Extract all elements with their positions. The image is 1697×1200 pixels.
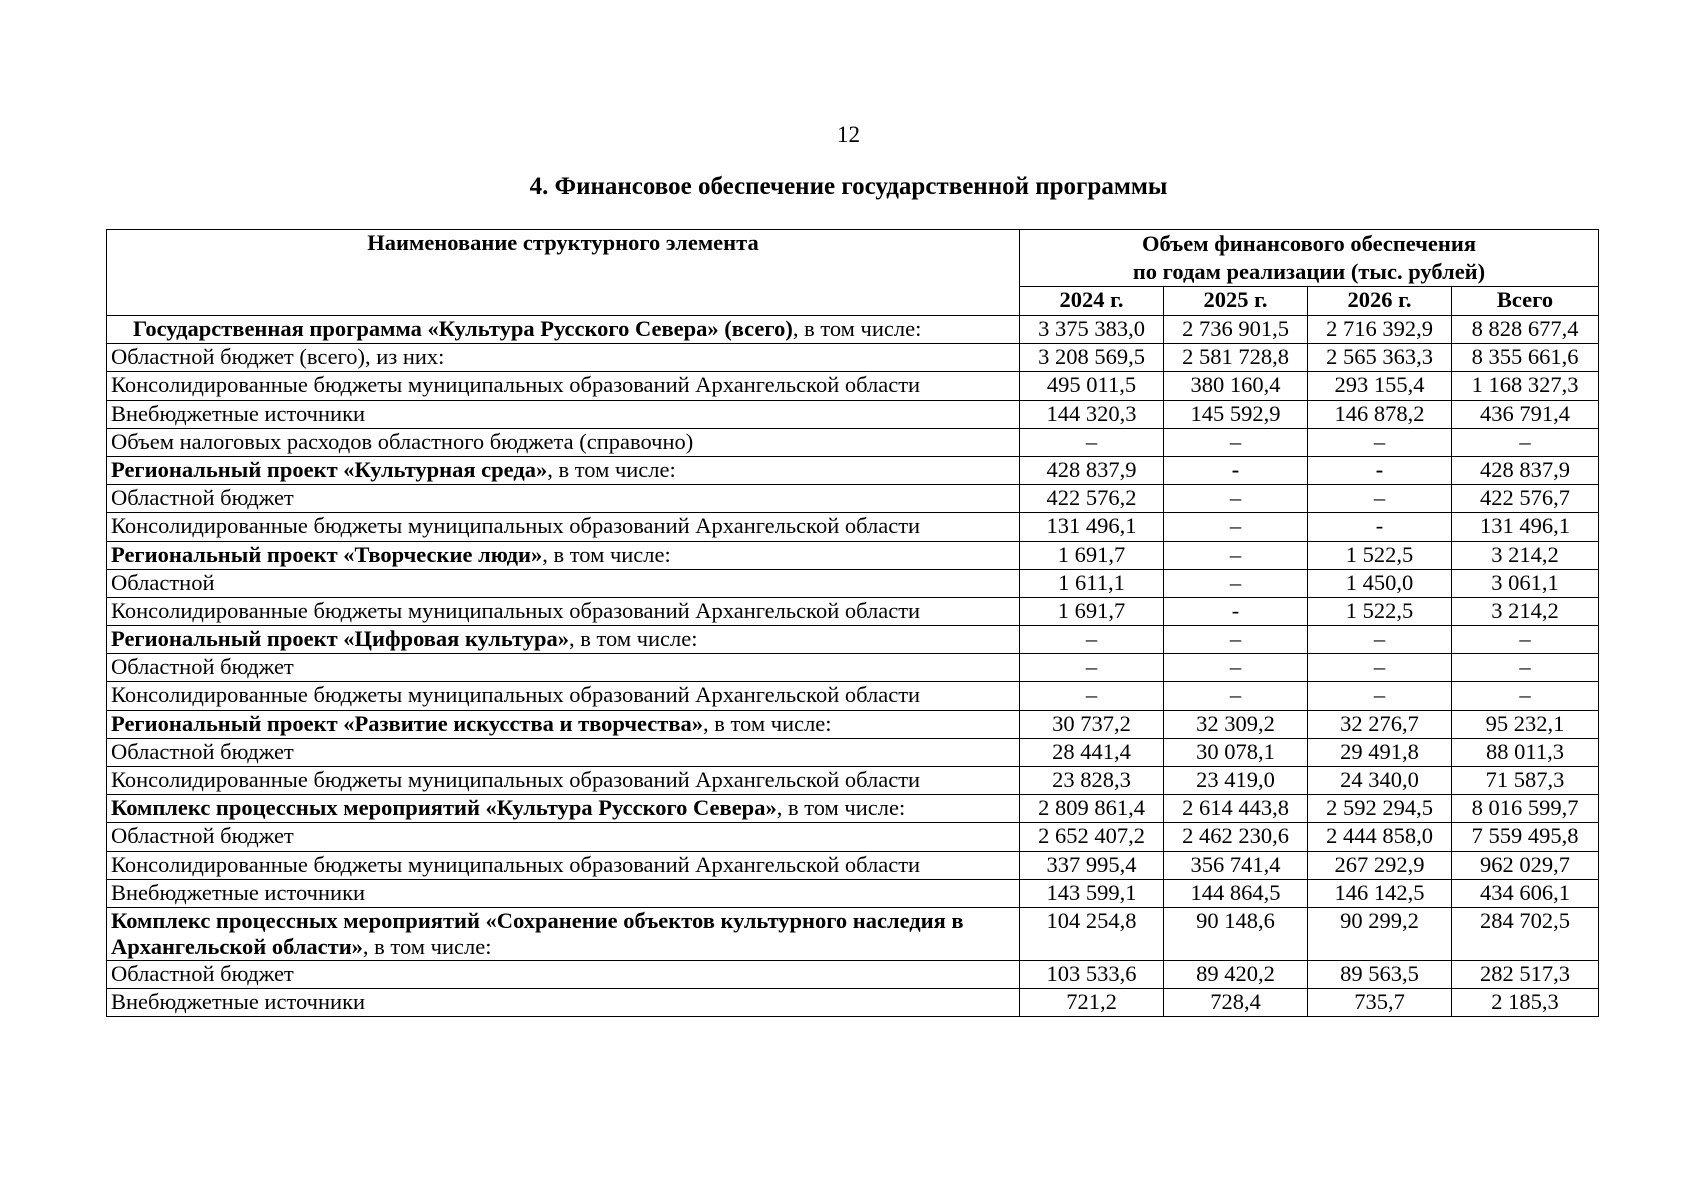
row-name-bold: Комплекс процессных мероприятий «Сохранение объектов культурного наследия в Архангельской области» xyxy=(111,907,964,959)
row-name-bold: Государственная программа «Культура Русского Севера» (всего) xyxy=(133,316,793,341)
table-row xyxy=(107,400,1599,428)
value-2025-cell: – xyxy=(1164,626,1308,654)
value-total-cell: – xyxy=(1452,626,1599,654)
value-2026-cell: 1 522,5 xyxy=(1308,541,1452,569)
row-name-cell xyxy=(107,989,1020,1017)
row-name-text: Объем налоговых расходов областного бюджета (справочно) xyxy=(111,428,694,454)
header-volume-line1: Объем финансового обеспечения xyxy=(1141,231,1477,256)
value-2024-cell: – xyxy=(1020,428,1164,456)
value-2024-cell: 1 611,1 xyxy=(1020,569,1164,597)
header-volume-line2: по годам реализации (тыс. рублей) xyxy=(1132,259,1486,284)
page-title: 4. Финансовое обеспечение государственной программы xyxy=(529,173,1168,200)
table-row xyxy=(107,989,1599,1017)
value-2025-cell: 2 462 230,6 xyxy=(1164,823,1308,851)
value-2024-cell: 337 995,4 xyxy=(1020,851,1164,879)
row-name-text: Областной бюджет xyxy=(111,960,294,986)
value-2024-cell: 721,2 xyxy=(1020,989,1164,1017)
table-row xyxy=(107,597,1599,625)
value-2024-cell: 2 809 861,4 xyxy=(1020,795,1164,823)
table-body xyxy=(107,316,1599,1017)
row-name-bold: Региональный проект «Развитие искусства и творчества» xyxy=(111,710,703,736)
value-2025-cell: - xyxy=(1164,597,1308,625)
value-2025-cell: – xyxy=(1164,682,1308,710)
table-row xyxy=(107,344,1599,372)
value-2025-cell: – xyxy=(1164,428,1308,456)
value-2024-cell: 1 691,7 xyxy=(1020,541,1164,569)
header-structural-element: Наименование структурного элемента xyxy=(107,230,1020,316)
value-2026-cell: 2 592 294,5 xyxy=(1308,795,1452,823)
row-name-cell xyxy=(107,541,1020,569)
value-total-cell: 428 837,9 xyxy=(1452,456,1599,484)
row-name-cell xyxy=(107,960,1020,988)
row-name-cell xyxy=(107,654,1020,682)
value-total-cell: 2 185,3 xyxy=(1452,989,1599,1017)
row-name-text: Внебюджетные источники xyxy=(111,400,366,426)
value-2025-cell: – xyxy=(1164,569,1308,597)
value-2026-cell: - xyxy=(1308,456,1452,484)
value-2025-cell: 380 160,4 xyxy=(1164,372,1308,400)
row-name-text: Консолидированные бюджеты муниципальных образований Архангельской области xyxy=(111,682,921,708)
row-name-text: , в том числе: xyxy=(542,541,671,567)
value-2026-cell: – xyxy=(1308,428,1452,456)
row-name-cell xyxy=(107,626,1020,654)
value-2024-cell: 143 599,1 xyxy=(1020,879,1164,907)
value-total-cell: 422 576,7 xyxy=(1452,485,1599,513)
table-row xyxy=(107,738,1599,766)
row-name-text: , в том числе: xyxy=(547,456,676,482)
value-total-cell: 7 559 495,8 xyxy=(1452,823,1599,851)
row-name-cell xyxy=(107,710,1020,738)
value-2024-cell: 103 533,6 xyxy=(1020,960,1164,988)
financing-table xyxy=(106,229,1599,1017)
row-name-cell xyxy=(107,400,1020,428)
row-name-cell xyxy=(107,879,1020,907)
value-2024-cell: 104 254,8 xyxy=(1020,907,1164,960)
value-2024-cell: 3 375 383,0 xyxy=(1020,316,1164,344)
value-2024-cell: 495 011,5 xyxy=(1020,372,1164,400)
value-2026-cell: – xyxy=(1308,654,1452,682)
value-2025-cell: 2 581 728,8 xyxy=(1164,344,1308,372)
row-name-cell xyxy=(107,738,1020,766)
value-2026-cell: – xyxy=(1308,682,1452,710)
header-financing-volume xyxy=(1020,230,1599,287)
value-2026-cell: 2 565 363,3 xyxy=(1308,344,1452,372)
value-2024-cell: 3 208 569,5 xyxy=(1020,344,1164,372)
value-total-cell: 3 214,2 xyxy=(1452,597,1599,625)
row-name-text: Внебюджетные источники xyxy=(111,879,366,905)
value-2026-cell: 90 299,2 xyxy=(1308,907,1452,960)
table-header-row xyxy=(107,230,1599,287)
value-2024-cell: – xyxy=(1020,682,1164,710)
row-name-bold: Региональный проект «Творческие люди» xyxy=(111,541,543,567)
table-row xyxy=(107,569,1599,597)
table-row xyxy=(107,710,1599,738)
row-name-cell xyxy=(107,823,1020,851)
row-name-text: Областной бюджет (всего), из них: xyxy=(111,344,445,370)
value-total-cell: 1 168 327,3 xyxy=(1452,372,1599,400)
row-name-cell xyxy=(107,907,1020,960)
value-total-cell: 284 702,5 xyxy=(1452,907,1599,960)
value-total-cell: 71 587,3 xyxy=(1452,767,1599,795)
table-row xyxy=(107,960,1599,988)
value-total-cell: 88 011,3 xyxy=(1452,738,1599,766)
table-row xyxy=(107,513,1599,541)
value-2025-cell: 2 736 901,5 xyxy=(1164,316,1308,344)
row-name-cell xyxy=(107,316,1020,344)
value-2025-cell: – xyxy=(1164,541,1308,569)
row-name-text: , в том числе: xyxy=(776,795,906,821)
row-name-text: , в том числе: xyxy=(568,626,698,652)
value-2026-cell: 293 155,4 xyxy=(1308,372,1452,400)
value-total-cell: 95 232,1 xyxy=(1452,710,1599,738)
value-total-cell: – xyxy=(1452,428,1599,456)
value-2026-cell: 24 340,0 xyxy=(1308,767,1452,795)
value-2025-cell: 356 741,4 xyxy=(1164,851,1308,879)
header-year-2026: 2026 г. xyxy=(1308,287,1452,316)
page-number: 12 xyxy=(837,122,860,147)
value-2025-cell: 23 419,0 xyxy=(1164,767,1308,795)
value-2024-cell: 428 837,9 xyxy=(1020,456,1164,484)
table-row xyxy=(107,907,1599,960)
row-name-text: Консолидированные бюджеты муниципальных образований Архангельской области xyxy=(111,597,921,623)
value-2025-cell: – xyxy=(1164,513,1308,541)
row-name-bold: Региональный проект «Цифровая культура» xyxy=(111,626,569,652)
value-2026-cell: 267 292,9 xyxy=(1308,851,1452,879)
value-2026-cell: 29 491,8 xyxy=(1308,738,1452,766)
row-name-text: Консолидированные бюджеты муниципальных образований Архангельской области xyxy=(111,513,921,539)
row-name-text: , в том числе: xyxy=(792,316,922,341)
row-name-text: Областной бюджет xyxy=(111,654,294,680)
row-name-cell xyxy=(107,344,1020,372)
table-row xyxy=(107,654,1599,682)
row-name-text: Консолидированные бюджеты муниципальных образований Архангельской области xyxy=(111,372,921,398)
value-2026-cell: 2 444 858,0 xyxy=(1308,823,1452,851)
value-2025-cell: 89 420,2 xyxy=(1164,960,1308,988)
value-total-cell: 8 828 677,4 xyxy=(1452,316,1599,344)
row-name-cell xyxy=(107,428,1020,456)
value-2026-cell: 735,7 xyxy=(1308,989,1452,1017)
table-row xyxy=(107,485,1599,513)
table-row xyxy=(107,823,1599,851)
value-total-cell: 3 214,2 xyxy=(1452,541,1599,569)
value-2025-cell: – xyxy=(1164,654,1308,682)
value-total-cell: 8 355 661,6 xyxy=(1452,344,1599,372)
value-total-cell: 434 606,1 xyxy=(1452,879,1599,907)
value-total-cell: 131 496,1 xyxy=(1452,513,1599,541)
header-year-2024: 2024 г. xyxy=(1020,287,1164,316)
row-name-text: , в том числе: xyxy=(362,933,492,959)
header-year-2025: 2025 г. xyxy=(1164,287,1308,316)
row-name-text: Областной бюджет xyxy=(111,823,294,849)
value-2026-cell: 146 878,2 xyxy=(1308,400,1452,428)
value-2024-cell: – xyxy=(1020,626,1164,654)
table-row xyxy=(107,851,1599,879)
row-name-cell xyxy=(107,597,1020,625)
table-row xyxy=(107,428,1599,456)
value-total-cell: 962 029,7 xyxy=(1452,851,1599,879)
row-name-cell xyxy=(107,682,1020,710)
row-name-cell xyxy=(107,851,1020,879)
row-name-bold: Региональный проект «Культурная среда» xyxy=(111,456,548,482)
table-row xyxy=(107,767,1599,795)
value-2026-cell: – xyxy=(1308,626,1452,654)
value-2026-cell: 2 716 392,9 xyxy=(1308,316,1452,344)
value-2024-cell: 131 496,1 xyxy=(1020,513,1164,541)
table-row xyxy=(107,316,1599,344)
value-total-cell: – xyxy=(1452,682,1599,710)
value-2026-cell: – xyxy=(1308,485,1452,513)
value-2026-cell: - xyxy=(1308,513,1452,541)
row-name-cell xyxy=(107,513,1020,541)
table-row xyxy=(107,682,1599,710)
value-2024-cell: – xyxy=(1020,654,1164,682)
value-2025-cell: – xyxy=(1164,485,1308,513)
table-row xyxy=(107,372,1599,400)
row-name-cell xyxy=(107,485,1020,513)
value-total-cell: 3 061,1 xyxy=(1452,569,1599,597)
value-2026-cell: 1 522,5 xyxy=(1308,597,1452,625)
value-2024-cell: 2 652 407,2 xyxy=(1020,823,1164,851)
row-name-text: Внебюджетные источники xyxy=(111,989,366,1015)
value-total-cell: 8 016 599,7 xyxy=(1452,795,1599,823)
row-name-cell xyxy=(107,372,1020,400)
value-2026-cell: 146 142,5 xyxy=(1308,879,1452,907)
value-2026-cell: 32 276,7 xyxy=(1308,710,1452,738)
table-row xyxy=(107,879,1599,907)
value-2025-cell: 90 148,6 xyxy=(1164,907,1308,960)
value-2025-cell: 145 592,9 xyxy=(1164,400,1308,428)
value-2024-cell: 23 828,3 xyxy=(1020,767,1164,795)
value-2025-cell: 144 864,5 xyxy=(1164,879,1308,907)
table-row xyxy=(107,795,1599,823)
value-2025-cell: 728,4 xyxy=(1164,989,1308,1017)
value-2024-cell: 422 576,2 xyxy=(1020,485,1164,513)
row-name-text: Консолидированные бюджеты муниципальных образований Архангельской области xyxy=(111,767,921,792)
row-name-bold: Комплекс процессных мероприятий «Культура Русского Севера» xyxy=(111,795,777,821)
row-name-text: Областной бюджет xyxy=(111,738,294,764)
value-2024-cell: 28 441,4 xyxy=(1020,738,1164,766)
value-total-cell: 436 791,4 xyxy=(1452,400,1599,428)
table-row xyxy=(107,541,1599,569)
value-total-cell: 282 517,3 xyxy=(1452,960,1599,988)
row-name-text: Областной бюджет xyxy=(111,485,294,511)
row-name-cell xyxy=(107,767,1020,795)
value-total-cell: – xyxy=(1452,654,1599,682)
table-row xyxy=(107,626,1599,654)
row-name-cell xyxy=(107,456,1020,484)
value-2024-cell: 144 320,3 xyxy=(1020,400,1164,428)
row-name-cell xyxy=(107,569,1020,597)
value-2025-cell: 32 309,2 xyxy=(1164,710,1308,738)
row-name-cell xyxy=(107,795,1020,823)
value-2025-cell: 2 614 443,8 xyxy=(1164,795,1308,823)
value-2026-cell: 1 450,0 xyxy=(1308,569,1452,597)
value-2025-cell: 30 078,1 xyxy=(1164,738,1308,766)
header-total: Всего xyxy=(1452,287,1599,316)
row-name-text: Областной xyxy=(111,569,215,595)
value-2024-cell: 30 737,2 xyxy=(1020,710,1164,738)
value-2025-cell: - xyxy=(1164,456,1308,484)
row-name-text: Консолидированные бюджеты муниципальных образований Архангельской области xyxy=(111,851,921,877)
row-name-text: , в том числе: xyxy=(703,710,832,736)
value-2024-cell: 1 691,7 xyxy=(1020,597,1164,625)
table-row xyxy=(107,456,1599,484)
value-2026-cell: 89 563,5 xyxy=(1308,960,1452,988)
